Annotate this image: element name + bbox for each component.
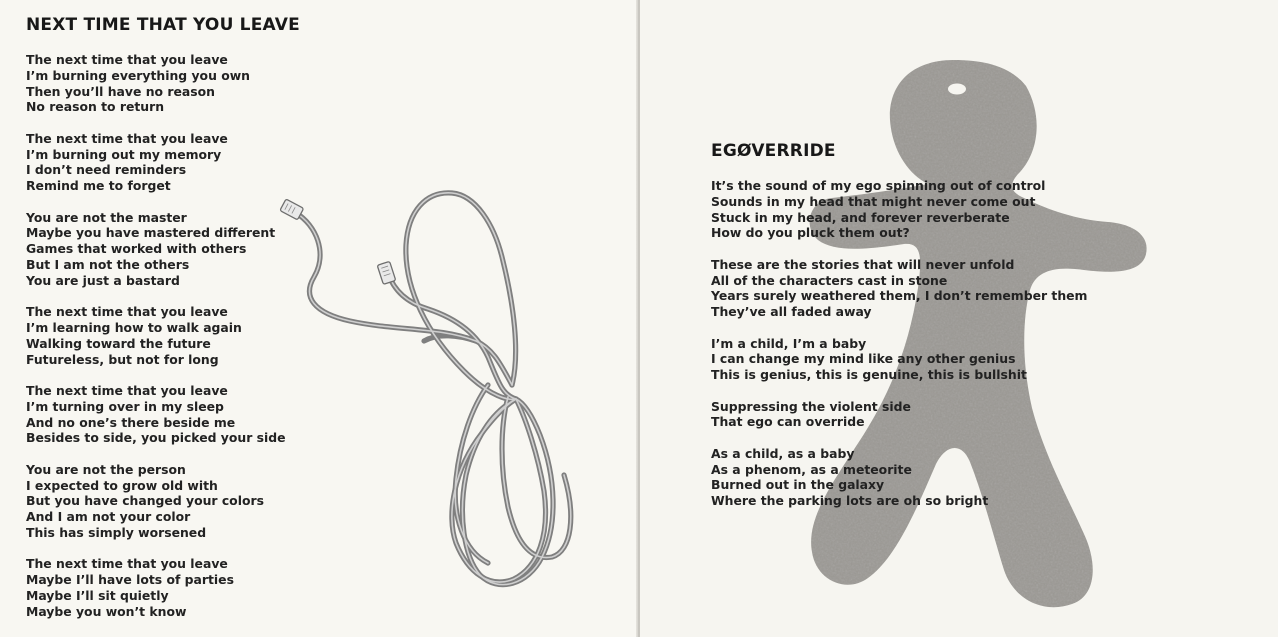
lyric-line: How do you pluck them out?	[711, 225, 910, 241]
lyric-line: Years surely weathered them, I don’t remember them	[711, 288, 1088, 304]
lyric-line: You are not the person	[26, 461, 186, 477]
stanza	[711, 336, 1087, 383]
lyric-line: Sounds in my head that might never come out	[711, 193, 1036, 209]
lyric-line: The next time that you leave	[26, 304, 228, 320]
lyric-line: Suppressing the violent side	[711, 398, 911, 414]
stanza	[26, 52, 286, 115]
lyric-line: You are not the master	[26, 209, 187, 225]
lyric-line: Burned out in the galaxy	[711, 477, 885, 493]
lyric-line: Maybe I’ll sit quietly	[26, 587, 169, 603]
stanza	[26, 383, 286, 446]
lyric-line: The next time that you leave	[26, 382, 228, 398]
lyric-line: Maybe you won’t know	[26, 603, 187, 619]
lyric-line: The next time that you leave	[26, 52, 228, 67]
stanza	[711, 257, 1087, 320]
lyric-line: And I am not your color	[26, 509, 191, 525]
lyric-line: The next time that you leave	[26, 130, 228, 146]
lyric-line: Games that worked with others	[26, 241, 247, 257]
lyric-line: I’m burning everything you own	[26, 67, 250, 83]
lyric-line: Walking toward the future	[26, 335, 211, 351]
lyric-line: These are the stories that will never unfold	[711, 256, 1015, 272]
lyric-line: I’m burning out my memory	[26, 146, 222, 162]
song-lyrics-right	[711, 178, 1087, 525]
lyric-line: That ego can override	[711, 414, 865, 430]
stanza	[26, 462, 286, 541]
stanza	[711, 178, 1087, 241]
lyric-line: And no one’s there beside me	[26, 414, 236, 430]
song-title-left: NEXT TIME THAT YOU LEAVE	[26, 15, 300, 35]
lyric-line: They’ve all faded away	[711, 304, 872, 320]
song-title-right: EGØVERRIDE	[711, 141, 836, 161]
lyric-line: Remind me to forget	[26, 178, 171, 194]
hanging-hole	[948, 84, 966, 95]
stanza	[26, 304, 286, 367]
lyric-line: Maybe you have mastered different	[26, 225, 276, 241]
lyric-line: Where the parking lots are oh so bright	[711, 493, 989, 509]
lyric-line: Besides to side, you picked your side	[26, 430, 286, 446]
lyric-line: The next time that you leave	[26, 556, 228, 572]
lyric-line: Futureless, but not for long	[26, 351, 219, 367]
lyric-line: I expected to grow old with	[26, 477, 218, 493]
lyric-line: I’m a child, I’m a baby	[711, 335, 867, 351]
lyric-line: As a phenom, as a meteorite	[711, 461, 912, 477]
lyric-line: I can change my mind like any other genius	[711, 351, 1016, 367]
lyric-line: It’s the sound of my ego spinning out of control	[711, 178, 1046, 193]
lyric-line: No reason to return	[26, 99, 165, 115]
lyric-line: This is genius, this is genuine, this is bullshit	[711, 367, 1027, 383]
lyric-line: Then you’ll have no reason	[26, 83, 215, 99]
stanza	[26, 556, 286, 619]
stanza	[26, 210, 286, 289]
lyric-line: But I am not the others	[26, 256, 190, 272]
lyric-line: I’m learning how to walk again	[26, 319, 242, 335]
lyric-line: All of the characters cast in stone	[711, 272, 948, 288]
lyric-line: You are just a bastard	[26, 272, 180, 288]
phone-cable-icon	[276, 185, 576, 605]
right-page	[640, 0, 1278, 637]
lyric-line: But you have changed your colors	[26, 493, 264, 509]
left-page	[0, 0, 638, 637]
lyric-line: As a child, as a baby	[711, 445, 855, 461]
stanza	[26, 131, 286, 194]
stanza	[711, 446, 1087, 509]
lyric-line: I’m turning over in my sleep	[26, 398, 224, 414]
lyric-line: Stuck in my head, and forever reverberate	[711, 209, 1010, 225]
song-lyrics-left	[26, 52, 286, 635]
cable-plug-icon	[377, 261, 396, 284]
lyric-line: Maybe I’ll have lots of parties	[26, 572, 234, 588]
stanza	[711, 399, 1087, 431]
lyric-line: I don’t need reminders	[26, 162, 187, 178]
lyric-line: This has simply worsened	[26, 524, 207, 540]
